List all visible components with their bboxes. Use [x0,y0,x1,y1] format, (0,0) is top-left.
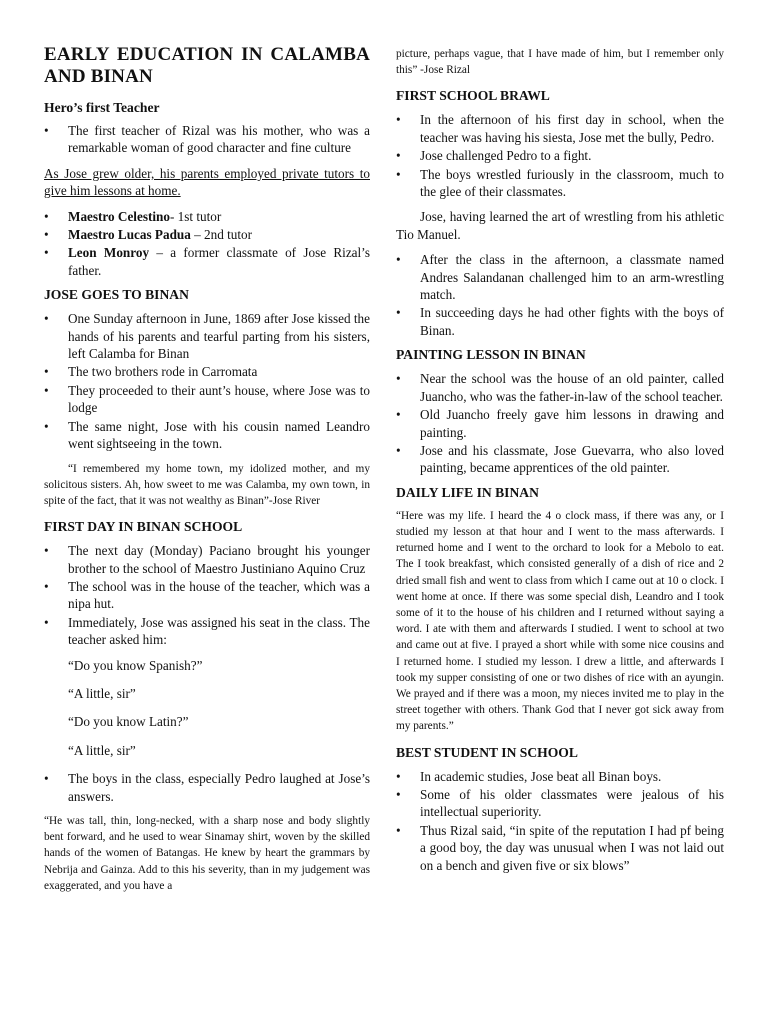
list-item: • Thus Rizal said, “in spite of the reputation I had pf being a good boy, the day was unusual when I was not laid out on a bench and given five or six blows” [396,822,724,873]
wrestling-paragraph: Jose, having learned the art of wrestling from his athletic Tio Manuel. [396,209,724,242]
tutor-desc: – 2nd tutor [190,227,253,243]
list-item: • Jose challenged Pedro to a fight. [396,148,592,164]
bullet-icon: • [396,768,401,784]
rizal-quote-teacher: “He was tall, thin, long-necked, with a sharp nose and body slightly bent forward, and he used to wear Sinamay shirt, woven by the skilled hands of the women of Batangas. He knew by heart the grammars by Nebrija and Gainza. Add to this his severity, than in my judgement was exaggerated, and you have a [44,814,370,892]
bullet-icon: • [396,407,401,423]
bullet-icon: • [396,786,401,802]
dialog-line: “Do you know Spanish?” [68,657,203,673]
list-item: • In the afternoon of his first day in school, when the teacher was having his siesta, Jose met the bully, Pedro. [396,112,724,145]
bullet-icon: • [44,227,49,243]
list-item [44,226,370,243]
list-item: • Jose and his classmate, Jose Guevarra, who also loved painting, became apprentices of the old painter. [396,442,724,476]
bullet-icon: • [396,822,401,838]
list-item: • In academic studies, Jose beat all Binan boys. [396,768,662,784]
list-item: • Immediately, Jose was assigned his seat in the class. The teacher asked him: [44,614,370,648]
rizal-quote-continued: picture, perhaps vague, that I have made of him, but I remember only this” -Jose Rizal [396,48,724,77]
bullet-icon: • [396,112,401,128]
bullet-icon: • [44,123,49,138]
list-item [44,208,370,225]
list-item: • They proceeded to their aunt’s house, where Jose was to lodge [44,382,370,416]
dialog-line: “A little, sir” [68,685,136,701]
painting-list [396,370,724,476]
list-item: • Some of his older classmates were jealous of his intellectual superiority. [396,786,724,820]
first-day-list [44,542,370,648]
first-day-list-2 [44,770,370,805]
list-item: • In succeeding days he had other fights with the boys of Binan. [396,305,724,338]
list-item: • After the class in the afternoon, a classmate named Andres Salandanan challenged him to an arm-wrestling match. [396,252,724,303]
list-item: • One Sunday afternoon in June, 1869 after Jose kissed the hands of his parents and tearful parting from his sisters, left Calamba for Binan [44,311,370,362]
bullet-icon: • [396,442,401,458]
bullet-icon: • [44,543,49,559]
bullet-icon: • [396,148,401,164]
tutor-desc: – a former classmate of Jose Rizal’s father. [68,245,370,278]
bullet-icon: • [396,166,401,182]
document-title: EARLY EDUCATION IN CALAMBA AND BINAN [44,44,370,87]
section-heading-first-teacher: Hero’s first Teacher [44,100,160,115]
list-item: • Near the school was the house of an old painter, called Juancho, who was the father-in-law of the school teacher. [396,371,724,404]
teacher-dialog [68,657,370,760]
list-item [44,244,370,279]
tutor-desc: - 1st tutor [169,208,222,224]
bullet-icon: • [44,614,49,630]
bullet-icon: • [44,418,49,434]
right-column [396,46,724,882]
list-item: • The boys in the class, especially Pedro laughed at Jose’s answers. [44,771,370,804]
bullet-icon: • [396,252,401,268]
dialog-line: “A little, sir” [68,742,136,758]
bullet-icon: • [44,245,49,261]
list-item: • The next day (Monday) Paciano brought his younger brother to the school of Maestro Justiniano Aquino Cruz [44,543,370,576]
tutors-list [44,208,370,280]
tutor-name: Leon Monroy [68,245,150,261]
tutors-intro: As Jose grew older, his parents employed private tutors to give him lessons at home. [44,165,370,199]
list-item: • The two brothers rode in Carromata [44,364,258,380]
list-item: • The same night, Jose with his cousin named Leandro went sightseeing in the town. [44,418,370,452]
section-heading-first-day: FIRST DAY IN BINAN SCHOOL [44,519,243,535]
bullet-icon: • [44,771,49,787]
section-heading-brawl: FIRST SCHOOL BRAWL [396,88,550,104]
section-heading-painting: PAINTING LESSON IN BINAN [396,347,586,363]
list-item: • The school was in the house of the teacher, which was a nipa hut. [44,578,370,612]
section-heading-best-student: BEST STUDENT IN SCHOOL [396,744,578,760]
rizal-quote-hometown: “I remembered my home town, my idolized mother, and my solicitous sisters. Ah, how sweet to me was Calamba, my own town, in spite of the fact, that it was not wealthy as Binan”-Jose River [44,462,370,507]
list-item: • Old Juancho freely gave him lessons in drawing and painting. [396,407,724,440]
bullet-icon: • [44,578,49,594]
tutor-name: Maestro Celestino [68,208,170,224]
list-item: • The boys wrestled furiously in the classroom, much to the glee of their classmates. [396,166,724,200]
brawl-list-2 [396,251,724,339]
section-heading-daily-life: DAILY LIFE IN BINAN [396,484,539,500]
dialog-line: “Do you know Latin?” [68,714,189,730]
rizal-quote-daily-life: “Here was my life. I heard the 4 o clock mass, if there was any, or I studied my lesson at that hour and I went to the mass afterwards. I returned home and I went to the orchard to look for a Mebolo to eat. The I took breakfast, which consisted generally of a dish of rice and 2 dried small fish and went to class from which I came out at 10 o clock. I went home at once. If there was some special dish, Leandro and I took some of it to the house of his children and I returned without saying a word. I ate with them and afterwards I studied. I went to school at two and came out at five. I prayed a short while with some nice cousins and I returned home. I studied my lesson. I drew a little, and afterwards I took my supper consisting of one or two dishes of rice with an ayungin. We prayed and if there was a moon, my nieces invited me to play in the street together with others. Thank God that I never got sick away from my parents.” [396,509,724,733]
bullet-icon: • [44,364,49,380]
bullet-icon: • [44,382,49,398]
first-teacher-list [44,122,370,157]
brawl-list [396,111,724,200]
tutor-name: Maestro Lucas Padua [68,227,191,243]
left-column [44,44,370,904]
bullet-icon: • [396,305,401,321]
goes-to-binan-list [44,310,370,452]
bullet-icon: • [44,208,49,224]
bullet-icon: • [396,371,401,387]
bullet-icon: • [44,311,49,327]
list-item: • The first teacher of Rizal was his mother, who was a remarkable woman of good character and fine culture [44,123,370,156]
section-heading-goes-to-binan: JOSE GOES TO BINAN [44,287,189,303]
best-student-list [396,768,724,874]
